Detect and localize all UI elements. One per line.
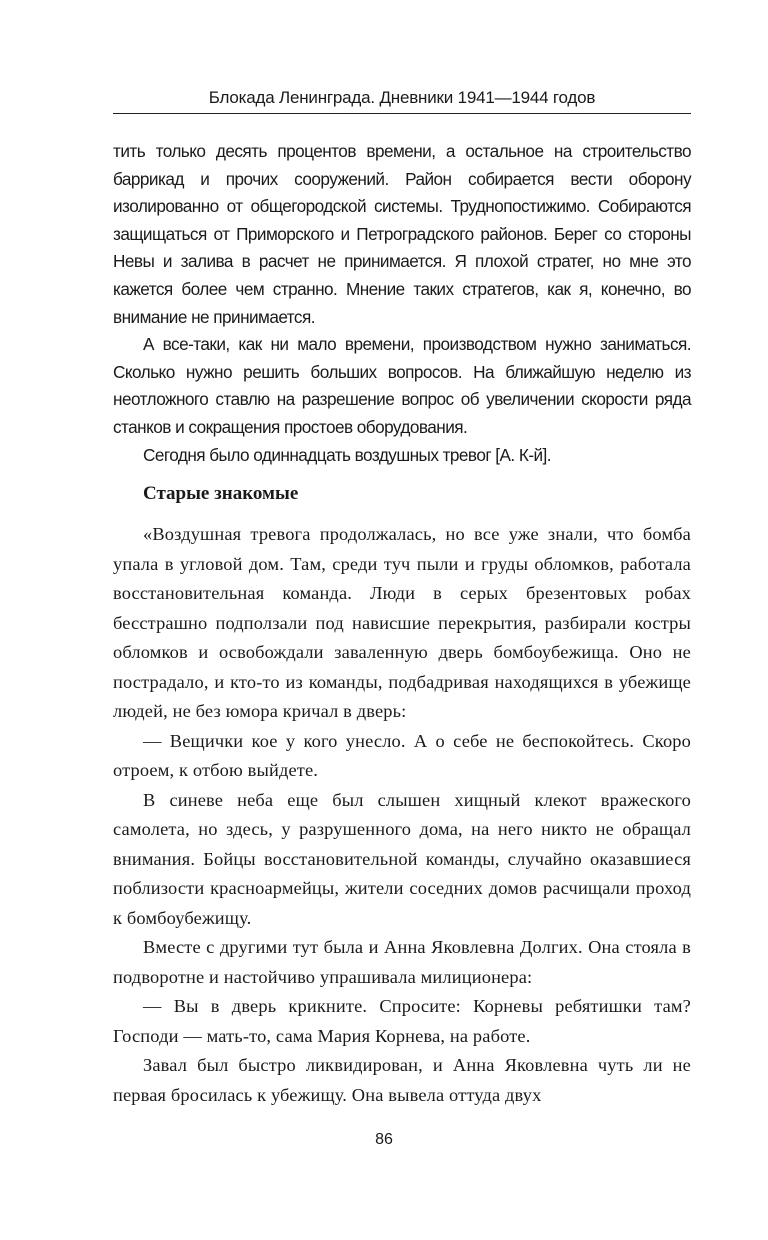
paragraph: Завал был быстро ликвидирован, и Анна Яковлевна чуть ли не первая бросилась к убежищу. Она вывела оттуда двух [113,1055,691,1105]
paragraph: — Вы в дверь крикните. Спросите: Корневы ребятишки там? Господи — мать-то, сама Мария Корнева, на работе. [113,996,691,1046]
paragraph: Сегодня было одиннадцать воздушных тревог [А. К-й]. [143,444,551,465]
paragraph: А все-таки, как ни мало времени, производством нужно заниматься. Сколько нужно решить больших вопросов. На ближайшую неделю из неотложного ставлю на разрешение вопрос об увеличении скорости ряда станков и сокращения простоев оборудования. [113,334,691,437]
paragraph: Вместе с другими тут была и Анна Яковлевна Долгих. Она стояла в подворотне и настойчиво упрашивала милиционера: [113,937,691,987]
page-number: 86 [375,1131,393,1148]
diary-text [113,138,691,469]
paragraph: В синеве неба еще был слышен хищный клекот вражеского самолета, но здесь, у разрушенного дома, на него никто не обращал внимания. Бойцы восстановительной команды, случайно оказавшиеся поблизости красноармейцы, жители соседних домов расчищали проход к бомбоубежищу. [113,789,691,928]
paragraph: — Вещички кое у кого унесло. А о себе не беспокойтесь. Скоро отроем, к отбою выйдете. [113,730,691,780]
section-title: Старые знакомые [143,483,299,504]
running-header: Блокада Ленинграда. Дневники 1941—1944 годов [113,88,691,114]
paragraph: «Воздушная тревога продолжалась, но все уже знали, что бомба упала в угловой дом. Там, среди туч пыли и груды обломков, работала восстановительная команда. Люди в серых брезентовых робах бесстрашно подползали под нависшие перекрытия, разбирали костры обломков и освобождали заваленную дверь бомбоубежища. Оно не пострадало, и кто-то из команды, подбадривая находящихся в убежище людей, не без юмора кричал в дверь: [113,524,691,721]
section-text [113,520,691,1110]
paragraph: тить только десять процентов времени, а остальное на строительство баррикад и прочих сооружений. Район собирается вести оборону изолированно от общегородской системы. Труднопостижимо. Собираются защищаться от Приморского и Петроградского районов. Берег со стороны Невы и залива в расчет не принимается. Я плохой стратег, но мне это кажется более чем странно. Мнение таких стратегов, как я, конечно, во внимание не принимается. [113,141,691,327]
